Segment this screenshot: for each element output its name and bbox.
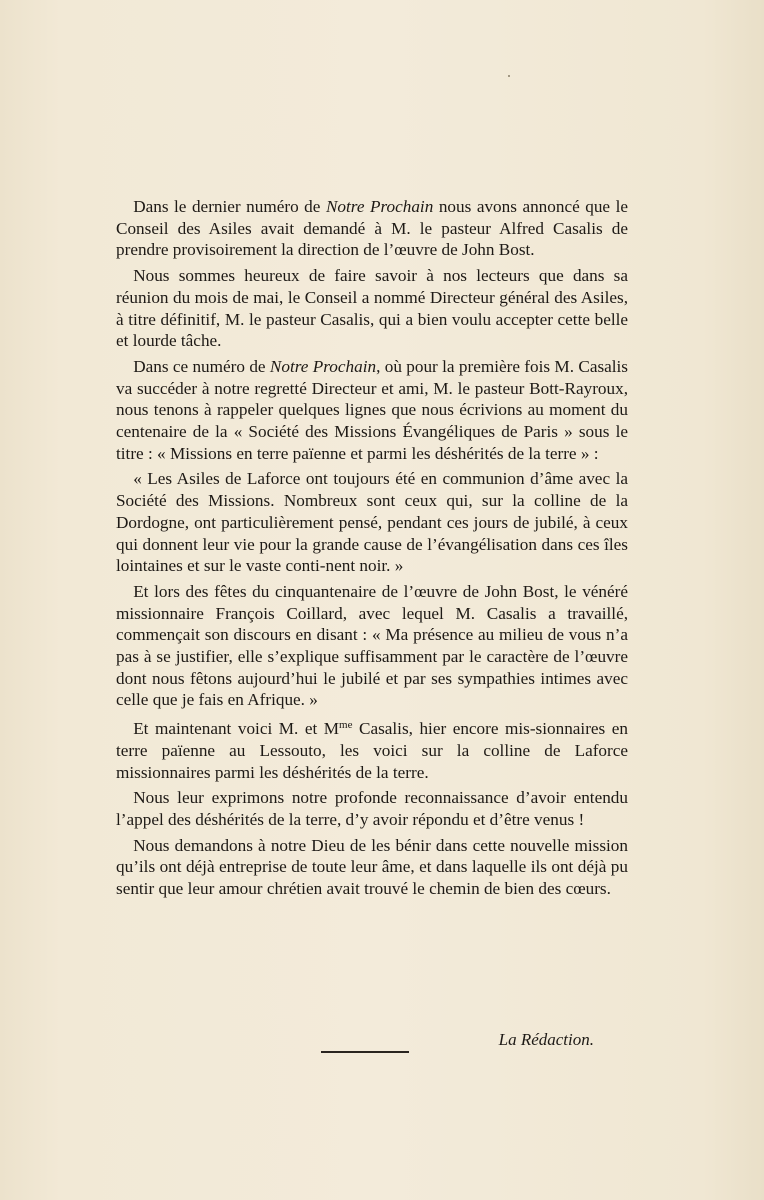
paragraph-3-text-b: , où pour la première fois M. Casalis va succéder à notre regretté Directeur et ami, M. le pasteur Bott-Rayroux, nous tenons à rappeler quelques lignes que nous écrivions au moment du centenaire de la « Société des Missions Évangéliques de Paris » sous le titre : « Missions en terre païenne et parmi les déshérités de la terre » : — [116, 356, 629, 463]
article-body — [116, 196, 628, 904]
paragraph-1 — [116, 196, 628, 261]
journal-title: Notre Prochain — [325, 197, 434, 216]
paragraph-5-text: Et lors des fêtes du cinquantenaire de l’œuvre de John Bost, le vénéré missionnaire François Coillard, avec lequel M. Casalis a travaillé, commençait son discours en disant : « Ma présence au milieu de vous n’a pas à se justifier, elle s’explique suffisamment par le caractère de l’œuvre dont nous fêtons aujourd’hui le jubilé et par ses sympathies intimes avec celle que je fais en Afrique. » — [116, 581, 628, 710]
paragraph-7-text: Nous leur exprimons notre profonde reconnaissance d’avoir entendu l’appel des déshérités de la terre, d’y avoir répondu et d’être venus ! — [116, 788, 628, 829]
paragraph-2-text: Nous sommes heureux de faire savoir à nos lecteurs que dans sa réunion du mois de mai, le Conseil a nommé Directeur général des Asiles, à titre définitif, M. le pasteur Casalis, qui a bien voulu accepter cette belle et lourde tâche. — [116, 266, 628, 351]
closing-rule — [321, 1051, 409, 1053]
paragraph-8 — [116, 835, 628, 900]
paragraph-8-text: Nous demandons à notre Dieu de les bénir dans cette nouvelle mission qu’ils ont déjà entreprise de toute leur âme, et dans laquelle ils ont déjà pu sentir que leur amour chrétien avait trouvé le chemin de bien des cœurs. — [116, 835, 628, 899]
paragraph-1-text-b: nous avons annoncé que le Conseil des Asiles avait demandé à M. le pasteur Alfred Casalis de prendre provisoirement la direction de l’œuvre de John Bost. — [116, 197, 628, 260]
paragraph-4-text: « Les Asiles de Laforce ont toujours été en communion d’âme avec la Société des Missions. Nombreux sont ceux qui, sur la colline de la Dordogne, ont particulièrement pensé, pendant ces jours de jubilé, à ceux qui donnent leur vie pour la grande cause de l’évangélisation dans ces îles lointaines et sur le vaste conti-nent noir. » — [116, 469, 628, 576]
signature: La Rédaction. — [498, 1030, 594, 1049]
paragraph-6 — [116, 715, 628, 783]
paragraph-2 — [116, 265, 628, 352]
paragraph-7 — [116, 787, 628, 830]
paragraph-3 — [116, 356, 628, 465]
paper-speck — [508, 75, 510, 77]
paragraph-6-text-a: Et maintenant voici M. et M — [133, 719, 340, 739]
paragraph-4-quote — [116, 468, 628, 577]
superscript: me — [339, 719, 353, 732]
paragraph-5 — [116, 581, 628, 711]
paragraph-1-text-a: Dans le dernier numéro de — [133, 197, 326, 216]
paragraph-6-text-b: Casalis, hier encore mis-sionnaires en terre païenne au Lessouto, les voici sur la colline de Laforce missionnaires parmi les déshérités de la terre. — [116, 719, 628, 782]
paragraph-3-text-a: Dans ce numéro de — [133, 356, 270, 376]
journal-title: Notre Prochain — [269, 356, 377, 376]
